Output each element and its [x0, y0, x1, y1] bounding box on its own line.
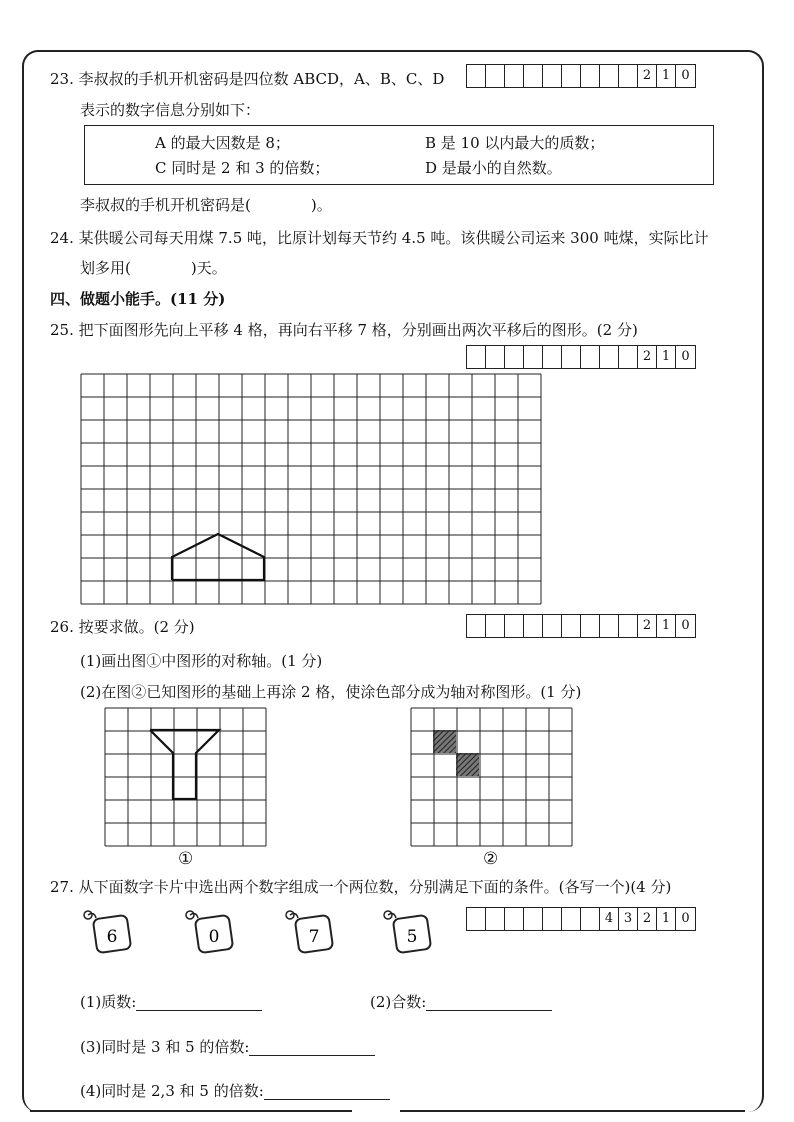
score-box-q25: 2 1 0 [466, 345, 696, 369]
q25-text: 25. 把下面图形先向上平移 4 格，再向右平移 7 格，分别画出两次平移后的图形。(2 分) [50, 321, 638, 339]
q24-line1: 24. 某供暖公司每天用煤 7.5 吨，比原计划每天节约 4.5 吨。该供暖公司运来 300 吨煤，实际比计 [50, 229, 709, 247]
shaded-cell [456, 753, 479, 776]
card-digit: 6 [106, 927, 118, 947]
q27-p1: (1)质数: [80, 993, 262, 1011]
q26-part1: (1)画出图①中图形的对称轴。(1 分) [80, 652, 323, 670]
q25-pentagon-shape [172, 534, 264, 580]
figure2-label: ② [483, 849, 499, 869]
bottom-rule-left [30, 1110, 352, 1112]
q26-t-shape [150, 730, 219, 799]
answer-blank-composite[interactable] [426, 994, 552, 1011]
figure1-label: ① [178, 849, 194, 869]
q27-p4: (4)同时是 2,3 和 5 的倍数: [80, 1082, 390, 1100]
answer-blank-prime[interactable] [136, 994, 262, 1011]
q26-text: 26. 按要求做。(2 分) [50, 618, 195, 636]
score-box-q23: 2 1 0 [466, 64, 696, 88]
q27-p3: (3)同时是 3 和 5 的倍数: [80, 1038, 375, 1056]
q23-answer: 李叔叔的手机开机密码是( )。 [80, 196, 332, 214]
card-digit: 7 [308, 927, 320, 947]
section4-title: 四、做题小能手。(11 分) [50, 290, 226, 308]
info-b: B 是 10 以内最大的质数； [425, 134, 605, 152]
info-c: C 同时是 2 和 3 的倍数； [155, 159, 330, 177]
card-digit: 5 [406, 927, 418, 947]
number-card-7 [282, 908, 342, 962]
answer-blank-multiple-3-5[interactable] [249, 1039, 375, 1056]
answer-blank-multiple-2-3-5[interactable] [264, 1083, 390, 1100]
shaded-cell [433, 730, 456, 753]
info-a: A 的最大因数是 8； [155, 134, 290, 152]
number-card-6 [80, 908, 140, 962]
q23-info-box [84, 125, 714, 185]
number-card-5 [380, 908, 440, 962]
q27-text: 27. 从下面数字卡片中选出两个数字组成一个两位数，分别满足下面的条件。(各写一个)(4 分) [50, 878, 672, 896]
bottom-rule-right [400, 1110, 745, 1112]
score-box-q27: 4 3 2 1 0 [466, 907, 696, 931]
q23-line1: 23. 李叔叔的手机开机密码是四位数 ABCD，A、B、C、D [50, 70, 445, 88]
q25-grid [80, 373, 542, 609]
info-d: D 是最小的自然数。 [425, 159, 562, 177]
q26-grid1 [104, 707, 268, 847]
q24-line2: 划多用( )天。 [80, 259, 227, 277]
q26-part2: (2)在图②已知图形的基础上再涂 2 格，使涂色部分成为轴对称图形。(1 分) [80, 683, 582, 701]
q27-p2: (2)合数: [370, 993, 552, 1011]
score-box-q26: 2 1 0 [466, 614, 696, 638]
card-digit: 0 [208, 927, 220, 947]
q26-grid2 [410, 707, 574, 847]
q23-line2: 表示的数字信息分别如下： [80, 101, 261, 119]
number-card-0 [182, 908, 242, 962]
